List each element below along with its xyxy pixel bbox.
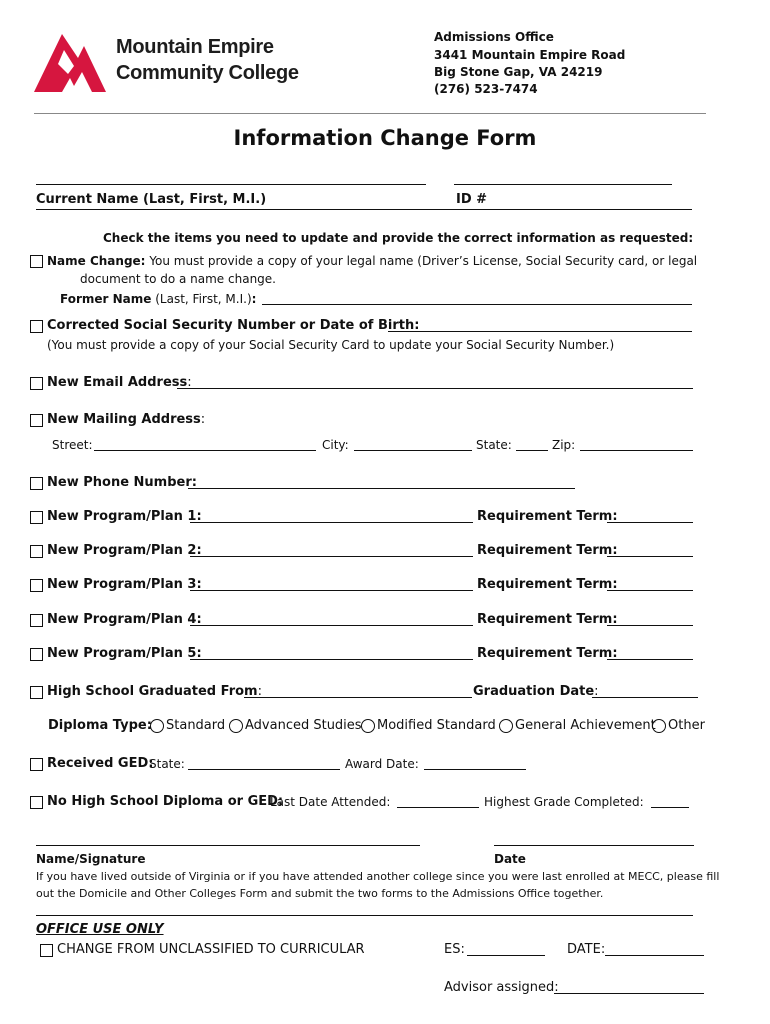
program-1-label: New Program/Plan 1:: [47, 509, 202, 524]
former-name-label: Former Name: [60, 292, 152, 306]
name-change-label: Name Change:: [47, 254, 146, 268]
program-2-field[interactable]: [190, 556, 473, 557]
email-field[interactable]: [177, 388, 693, 389]
unclassified-change-label: CHANGE FROM UNCLASSIFIED TO CURRICULAR: [57, 942, 365, 957]
office-divider: [36, 915, 693, 916]
program-4-checkbox[interactable]: [30, 614, 43, 627]
office-street: 3441 Mountain Empire Road: [434, 48, 626, 62]
office-city: Big Stone Gap, VA 24219: [434, 65, 603, 79]
street-label: Street:: [52, 438, 93, 452]
program-3-field[interactable]: [190, 590, 473, 591]
program-1-term-label: Requirement Term:: [477, 509, 618, 524]
es-field[interactable]: [467, 955, 545, 956]
program-2-term-label: Requirement Term:: [477, 543, 618, 558]
program-3-checkbox[interactable]: [30, 579, 43, 592]
city-label: City:: [322, 438, 349, 452]
program-2-label: New Program/Plan 2:: [47, 543, 202, 558]
program-1-checkbox[interactable]: [30, 511, 43, 524]
ged-award-label: Award Date:: [345, 757, 419, 771]
program-3-label: New Program/Plan 3:: [47, 577, 202, 592]
email-label: New Email Address: [47, 375, 188, 390]
diploma-modified-label: Modified Standard: [377, 718, 496, 733]
email-checkbox[interactable]: [30, 377, 43, 390]
mailing-checkbox[interactable]: [30, 414, 43, 427]
diploma-advanced-radio[interactable]: [229, 719, 243, 733]
current-name-label: Current Name (Last, First, M.I.): [36, 192, 267, 207]
signature-label: Name/Signature: [36, 852, 146, 866]
date-field[interactable]: [494, 845, 694, 846]
program-4-term-field[interactable]: [607, 625, 693, 626]
mailing-label: New Mailing Address: [47, 412, 201, 427]
former-name-colon: :: [251, 292, 257, 306]
id-label: ID #: [456, 192, 488, 207]
ged-state-field[interactable]: [188, 769, 340, 770]
signature-field[interactable]: [36, 845, 420, 846]
phone-field[interactable]: [188, 488, 575, 489]
diploma-type-label: Diploma Type:: [48, 718, 152, 733]
zip-field[interactable]: [580, 450, 693, 451]
high-school-colon: :: [257, 684, 262, 699]
logo-line2: Community College: [116, 62, 299, 84]
last-attended-field[interactable]: [397, 807, 479, 808]
current-name-field[interactable]: [36, 184, 426, 185]
diploma-other-label: Other: [668, 718, 705, 733]
diploma-modified-radio[interactable]: [361, 719, 375, 733]
city-field[interactable]: [354, 450, 472, 451]
street-field[interactable]: [94, 450, 316, 451]
program-3-term-label: Requirement Term:: [477, 577, 618, 592]
diploma-advanced-label: Advanced Studies: [245, 718, 362, 733]
outside-va-note-2: out the Domicile and Other Colleges Form and submit the two forms to the Admissions Office together.: [36, 887, 604, 900]
diploma-standard-radio[interactable]: [150, 719, 164, 733]
outside-va-note: If you have lived outside of Virginia or if you have attended another college since you were last enrolled at MECC, please fill: [36, 870, 720, 883]
form-title: Information Change Form: [233, 126, 537, 150]
no-diploma-checkbox[interactable]: [30, 796, 43, 809]
high-school-label: High School Graduated From: [47, 684, 258, 699]
program-5-term-label: Requirement Term:: [477, 646, 618, 661]
office-name: Admissions Office: [434, 30, 554, 44]
ged-award-field[interactable]: [424, 769, 526, 770]
program-5-checkbox[interactable]: [30, 648, 43, 661]
program-4-field[interactable]: [190, 625, 473, 626]
program-5-label: New Program/Plan 5:: [47, 646, 202, 661]
last-attended-label: Last Date Attended:: [270, 795, 391, 809]
es-label: ES:: [444, 942, 465, 957]
phone-checkbox[interactable]: [30, 477, 43, 490]
phone-label: New Phone Number:: [47, 475, 197, 490]
program-5-term-field[interactable]: [607, 659, 693, 660]
program-2-term-field[interactable]: [607, 556, 693, 557]
instructions: Check the items you need to update and provide the correct information as requested:: [103, 231, 694, 245]
header-divider: [34, 113, 706, 114]
office-use-heading: OFFICE USE ONLY: [36, 922, 164, 937]
unclassified-change-checkbox[interactable]: [40, 944, 53, 957]
program-1-term-field[interactable]: [607, 522, 693, 523]
former-name-field[interactable]: [262, 304, 692, 305]
date-label: Date: [494, 852, 526, 866]
program-4-label: New Program/Plan 4:: [47, 612, 202, 627]
name-change-text2: document to do a name change.: [80, 272, 276, 286]
advisor-label: Advisor assigned:: [444, 980, 559, 995]
ssn-field[interactable]: [388, 331, 692, 332]
grad-date-field[interactable]: [592, 697, 698, 698]
diploma-other-radio[interactable]: [652, 719, 666, 733]
ged-checkbox[interactable]: [30, 758, 43, 771]
no-diploma-label: No High School Diploma or GED:: [47, 794, 284, 809]
ssn-note: (You must provide a copy of your Social Security Card to update your Social Security Number.): [47, 338, 615, 352]
logo-line1: Mountain Empire: [116, 36, 274, 58]
ssn-checkbox[interactable]: [30, 320, 43, 333]
diploma-general-label: General Achievement: [515, 718, 656, 733]
former-name-hint: (Last, First, M.I.): [155, 292, 252, 306]
high-school-checkbox[interactable]: [30, 686, 43, 699]
grad-date-colon: :: [594, 684, 599, 699]
high-school-field[interactable]: [244, 697, 472, 698]
advisor-field[interactable]: [554, 993, 704, 994]
program-3-term-field[interactable]: [607, 590, 693, 591]
ged-state-label: State:: [149, 757, 185, 771]
email-colon: :: [187, 375, 192, 390]
name-change-text: You must provide a copy of your legal name (Driver’s License, Social Security card, or legal: [149, 254, 698, 268]
program-1-field[interactable]: [190, 522, 473, 523]
zip-label: Zip:: [552, 438, 576, 452]
program-4-term-label: Requirement Term:: [477, 612, 618, 627]
office-date-label: DATE:: [567, 942, 606, 957]
name-change-checkbox[interactable]: [30, 255, 43, 268]
college-logo-icon: [34, 30, 108, 94]
highest-grade-field[interactable]: [651, 807, 689, 808]
state-label: State:: [476, 438, 512, 452]
office-date-field[interactable]: [605, 955, 704, 956]
mailing-colon: :: [200, 412, 206, 427]
id-field[interactable]: [454, 184, 672, 185]
program-2-checkbox[interactable]: [30, 545, 43, 558]
ged-label: Received GED:: [47, 756, 154, 771]
program-5-field[interactable]: [190, 659, 473, 660]
highest-grade-label: Highest Grade Completed:: [484, 795, 644, 809]
state-field[interactable]: [516, 450, 548, 451]
diploma-general-radio[interactable]: [499, 719, 513, 733]
name-id-underline: [36, 209, 692, 210]
office-phone: (276) 523-7474: [434, 82, 538, 96]
ssn-label: Corrected Social Security Number or Date of Birth:: [47, 318, 420, 333]
grad-date-label: Graduation Date: [473, 684, 595, 699]
diploma-standard-label: Standard: [166, 718, 226, 733]
